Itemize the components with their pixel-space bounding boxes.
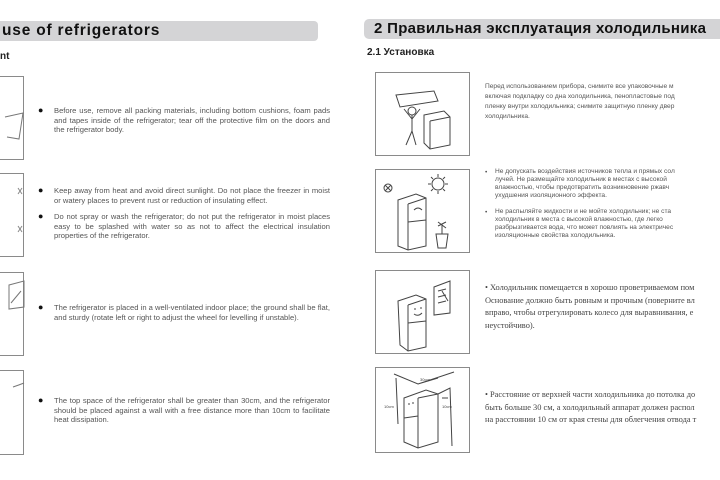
bullet-dot-icon: • (485, 169, 488, 176)
bullet-item: ● Before use, remove all packing materials, including bottom cushions, foam pads and tapes inside of the refrigerator; tear off the protective film on the doors and the refrigerator body. (38, 105, 330, 135)
instruction-block (38, 106, 330, 142)
section-title-bar (0, 21, 318, 41)
instruction-block (38, 186, 330, 248)
clearance-illustration-icon (375, 367, 470, 453)
bullet-dot-icon: • (485, 209, 488, 216)
clearance-illustration-icon (0, 370, 24, 455)
section-title-bar (364, 19, 720, 39)
bullet-dot-icon: ● (38, 211, 44, 222)
heat-moisture-illustration-icon (375, 169, 470, 253)
ventilated-place-illustration-icon (0, 272, 24, 356)
instruction-paragraph: Перед использованием прибора, снимите все упаковочные м включая подкладку со дна холодильника, пенопластовые под пленку внутри холодильника; снимите защитную пленку двер холодильника. (485, 83, 675, 120)
subsection-heading: nt (0, 51, 10, 62)
bullet-item: • Не распыляйте жидкости и не мойте холодильник; не ста холодильник в места с высокой влажностью, где легко разбрызгивается вода, что может повлиять на электричес изоляционные свойства холодильника. (485, 208, 674, 239)
bullet-item: ● The top space of the refrigerator shall be greater than 30cm, and the refrigerator should be placed against a wall with a free distance more than 10cm to facilitate heat dissipation. (38, 395, 330, 425)
subsection-heading: 2.1 Установка (367, 47, 435, 58)
instruction-paragraph: • Холодильник помещается в хорошо проветриваемом пом Основание должно быть ровным и прочным (поверните вл вправо, чтобы отрегулировать колесо для выравнивания, е неустойчиво). (485, 283, 695, 330)
ventilated-place-illustration-icon (375, 270, 470, 354)
bullet-dot-icon: ● (38, 105, 44, 115)
svg-text:30cm: 30cm (420, 377, 430, 382)
bullet-item: • Не допускать воздействия источников тепла и прямых сол лучей. Не размещайте холодильник в местах с высокой влажностью, чтобы предотвратить возникновение ржавч ухудшения изоляционного эффекта. (485, 168, 675, 199)
section-title: use of refrigerators (2, 22, 161, 39)
instruction-block (485, 168, 720, 248)
bullet-dot-icon: ● (38, 185, 44, 195)
instruction-block (38, 396, 330, 432)
svg-text:10cm: 10cm (442, 404, 452, 409)
bullet-dot-icon: ● (38, 302, 44, 312)
right-page-russian (360, 0, 720, 480)
instruction-block (38, 303, 330, 329)
bullet-dot-icon: ● (38, 395, 44, 405)
section-title: 2 Правильная эксплуатация холодильника (374, 20, 707, 37)
instruction-paragraph: • Расстояние от верхней части холодильника до потолка до быть больше 30 см, а холодильный аппарат должен распол на расстоянии 10 см от края стены для облегчения отвода т (485, 390, 697, 424)
unpacking-illustration-icon (0, 76, 24, 160)
bullet-item: ● Keep away from heat and avoid direct sunlight. Do not place the freezer in moist or watery places to prevent rust or reduction of insulating effect. (38, 185, 330, 205)
unpacking-illustration-icon (375, 72, 470, 156)
heat-moisture-illustration-icon (0, 173, 24, 257)
svg-text:10cm: 10cm (384, 404, 394, 409)
bullet-item: ● Do not spray or wash the refrigerator; do not put the refrigerator in moist places easy to be splashed with water so as not to affect the electrical insulation properties of the refrigerator. (38, 211, 330, 241)
bullet-item: ● The refrigerator is placed in a well-ventilated indoor place; the ground shall be flat, and sturdy (rotate left or right to adjust the wheel for levelling if unstable). (38, 302, 330, 322)
